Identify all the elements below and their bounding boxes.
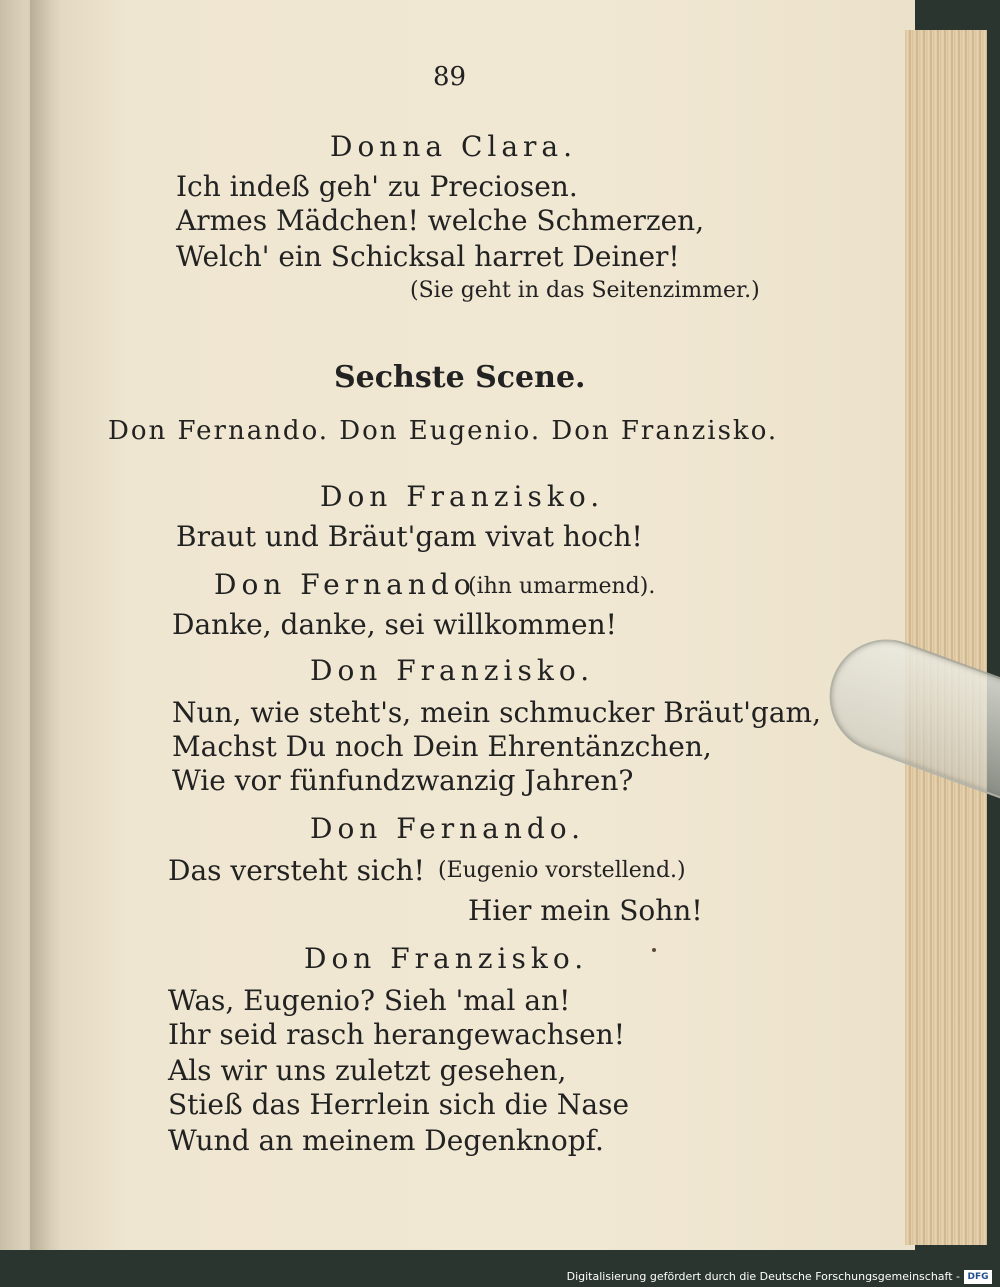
speaker-don-fernando: Don Fernando.	[310, 812, 586, 845]
verse-line: Welch' ein Schicksal harret Deiner!	[176, 240, 680, 273]
verse-line: Das versteht sich!	[168, 854, 425, 887]
stage-direction: (Eugenio vorstellend.)	[438, 858, 686, 883]
verse-line: Ich indeß geh' zu Preciosen.	[176, 170, 578, 203]
ink-spot	[652, 948, 656, 952]
verse-line: Als wir uns zuletzt gesehen,	[168, 1054, 567, 1087]
speaker-don-franzisko: Don Franzisko.	[320, 480, 605, 513]
verse-line: Armes Mädchen! welche Schmerzen,	[176, 204, 705, 237]
verse-line: Machst Du noch Dein Ehrentänzchen,	[172, 730, 712, 763]
verse-line: Ihr seid rasch herangewachsen!	[168, 1018, 625, 1051]
digitization-note: Digitalisierung gefördert durch die Deutsche Forschungsgemeinschaft -	[566, 1270, 960, 1283]
verse-line: Stieß das Herrlein sich die Nase	[168, 1088, 630, 1121]
verse-line: Was, Eugenio? Sieh 'mal an!	[168, 984, 571, 1017]
stage-direction: (Sie geht in das Seitenzimmer.)	[410, 278, 760, 303]
verse-line: Danke, danke, sei willkommen!	[172, 608, 617, 641]
verse-line: Nun, wie steht's, mein schmucker Bräut'gam,	[172, 696, 821, 729]
stage-direction: (ihn umarmend).	[468, 574, 656, 599]
verse-line: Hier mein Sohn!	[468, 894, 703, 927]
dfg-logo: DFG	[964, 1270, 992, 1284]
cast-list: Don Fernando. Don Eugenio. Don Franzisko.	[108, 416, 779, 446]
page-number: 89	[433, 62, 467, 92]
page-edges	[905, 30, 987, 1245]
verse-line: Wie vor fünfundzwanzig Jahren?	[172, 764, 634, 797]
speaker-don-franzisko: Don Franzisko.	[304, 942, 589, 975]
speaker-don-franzisko: Don Franzisko.	[310, 654, 595, 687]
speaker-don-fernando: Don Fernando	[214, 568, 476, 601]
scene-heading: Sechste Scene.	[334, 360, 586, 395]
speaker-donna-clara: Donna Clara.	[330, 130, 578, 163]
verse-line: Braut und Bräut'gam vivat hoch!	[176, 520, 643, 553]
verse-line: Wund an meinem Degenknopf.	[168, 1124, 604, 1157]
